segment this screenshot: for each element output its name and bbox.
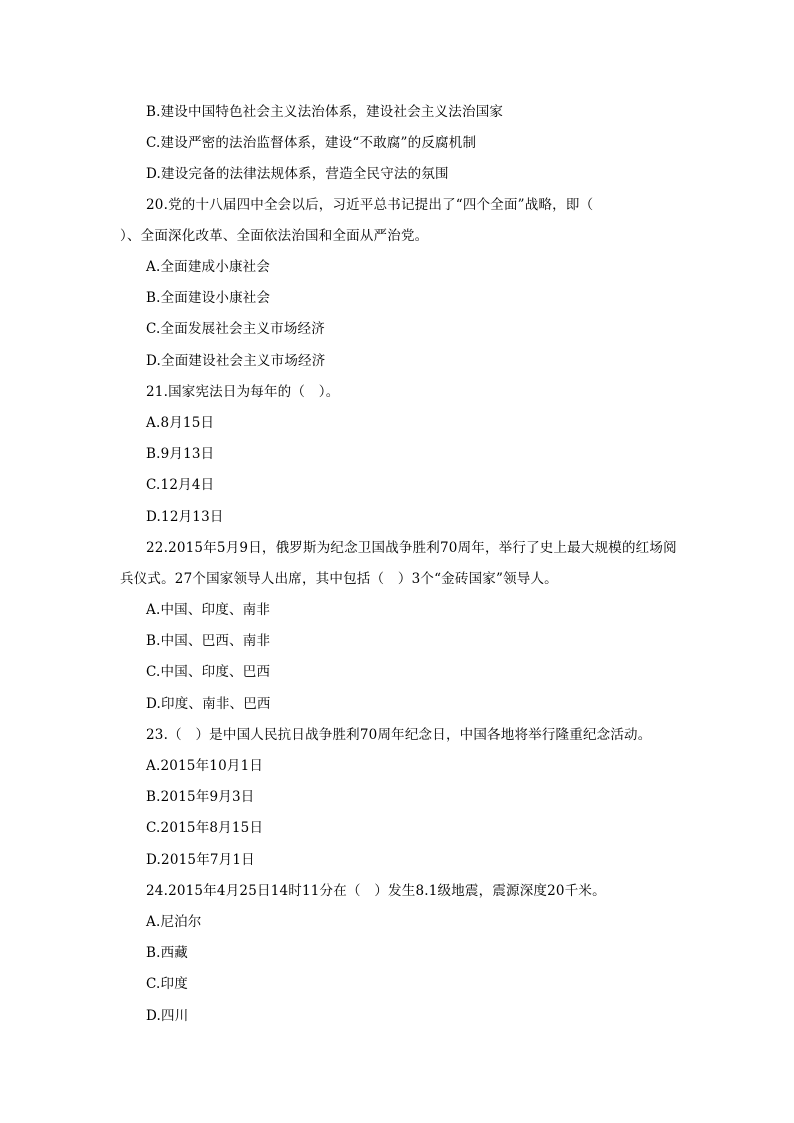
question-23-option-b: B.2015年9月3日: [146, 789, 255, 805]
question-24-option-d: D.四川: [146, 1008, 189, 1024]
question-22-text-continued: 兵仪式。27个国家领导人出席，其中包括（ ）3个“金砖国家”领导人。: [120, 571, 558, 587]
question-24-option-b: B.西藏: [146, 945, 189, 961]
question-22-option-c: C.中国、印度、巴西: [146, 664, 271, 680]
question-24-text: 24.2015年4月25日14时11分在（ ）发生8.1级地震，震源深度20千米。: [146, 883, 606, 899]
question-21-option-b: B.9月13日: [146, 446, 215, 462]
question-21-option-d: D.12月13日: [146, 509, 224, 525]
question-23-text: 23.（ ）是中国人民抗日战争胜利70周年纪念日，中国各地将举行隆重纪念活动。: [146, 727, 652, 743]
question-24-option-a: A.尼泊尔: [146, 914, 202, 930]
question-20-text-continued: ）、全面深化改革、全面依法治国和全面从严治党。: [120, 228, 429, 244]
question-21-option-a: A.8月15日: [146, 415, 215, 431]
question-20-option-a: A.全面建成小康社会: [146, 259, 271, 275]
question-22-option-a: A.中国、印度、南非: [146, 602, 271, 618]
question-21-text: 21.国家宪法日为每年的（ ）。: [146, 384, 340, 400]
question-23-option-a: A.2015年10月1日: [146, 758, 264, 774]
question-23-option-d: D.2015年7月1日: [146, 852, 255, 868]
question-20-option-c: C.全面发展社会主义市场经济: [146, 321, 325, 337]
question-20-option-d: D.全面建设社会主义市场经济: [146, 353, 326, 369]
question-22-text: 22.2015年5月9日，俄罗斯为纪念卫国战争胜利70周年，举行了史上最大规模的红场阅: [146, 540, 677, 556]
question-19-option-c: C.建设严密的法治监督体系，建设“不敢腐”的反腐机制: [146, 135, 477, 151]
question-21-option-c: C.12月4日: [146, 477, 215, 493]
question-19-option-d: D.建设完备的法律法规体系，营造全民守法的氛围: [146, 166, 449, 182]
question-22-option-b: B.中国、巴西、南非: [146, 633, 271, 649]
question-22-option-d: D.印度、南非、巴西: [146, 696, 271, 712]
question-19-option-b: B.建设中国特色社会主义法治体系，建设社会主义法治国家: [146, 104, 504, 120]
question-20-text: 20.党的十八届四中全会以后，习近平总书记提出了“四个全面”战略，即（: [146, 197, 594, 213]
question-20-option-b: B.全面建设小康社会: [146, 290, 271, 306]
question-23-option-c: C.2015年8月15日: [146, 820, 264, 836]
question-24-option-c: C.印度: [146, 976, 188, 992]
